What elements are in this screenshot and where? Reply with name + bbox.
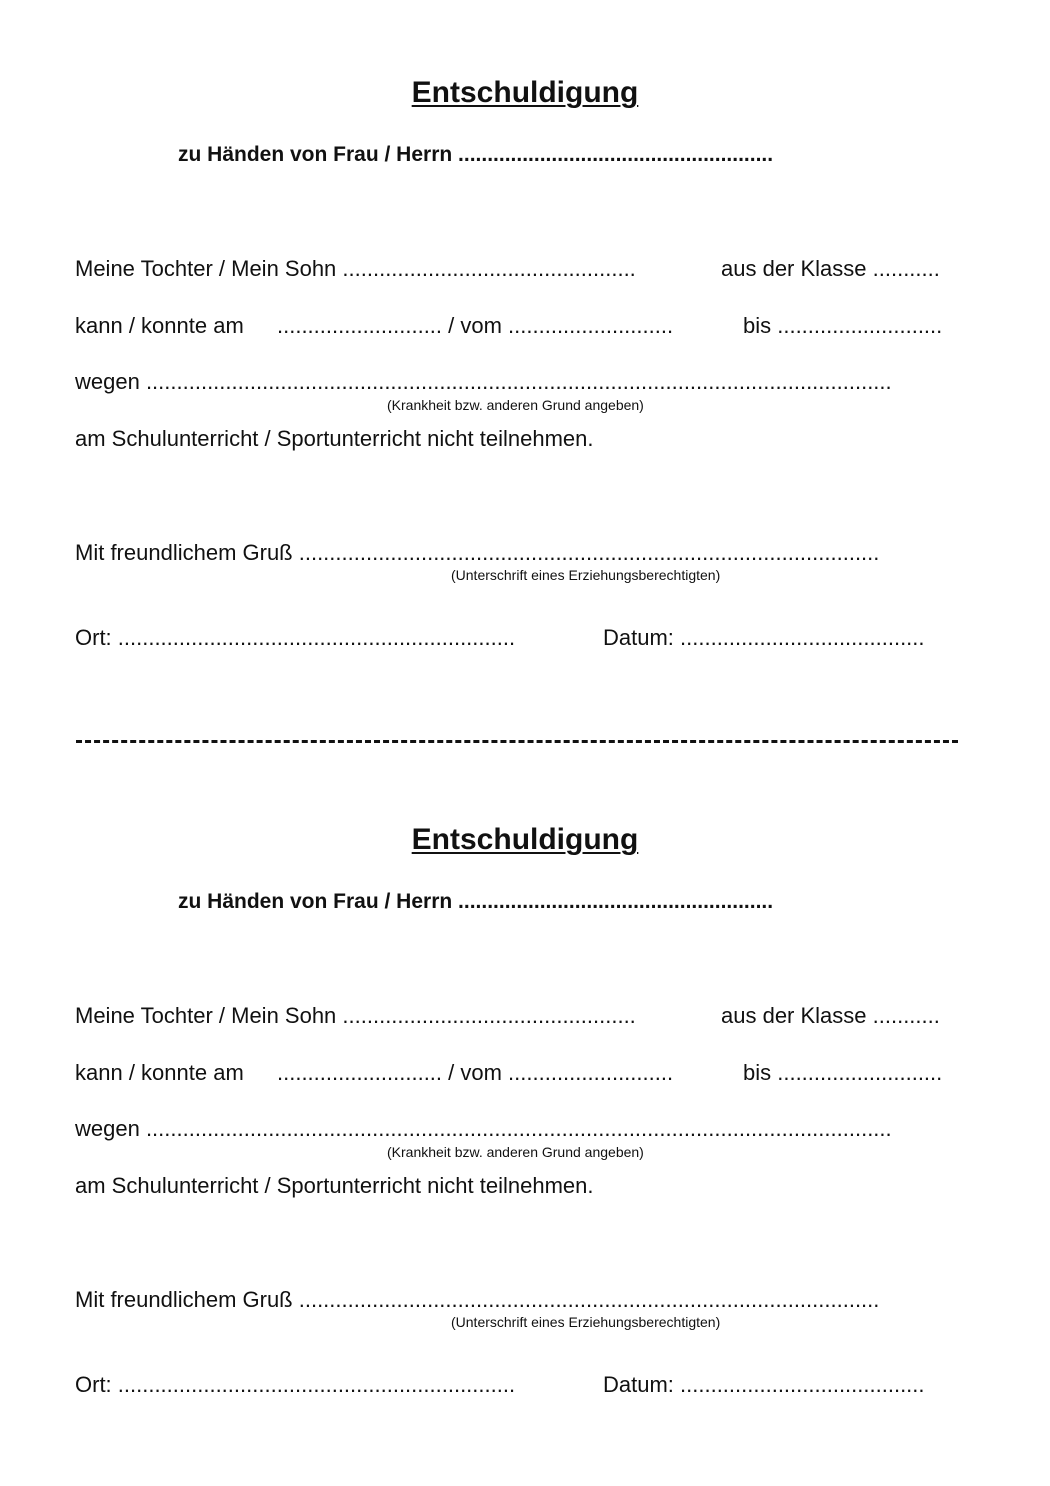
signature-line: Mit freundlichem Gruß ............................................................................................... xyxy=(75,1287,880,1312)
class-line: aus der Klasse ........... xyxy=(721,1003,940,1028)
date-line: Datum: ........................................ xyxy=(603,625,925,650)
excuse-form-bottom xyxy=(0,747,1050,1447)
student-name-line: Meine Tochter / Mein Sohn ................................................ xyxy=(75,1003,636,1028)
absence-date-range: ........................... / vom ........................... xyxy=(277,313,674,338)
recipient-line: zu Händen von Frau / Herrn ...................................................... xyxy=(178,890,774,913)
signature-line: Mit freundlichem Gruß ............................................................................................... xyxy=(75,540,880,565)
participation-statement: am Schulunterricht / Sportunterricht nicht teilnehmen. xyxy=(75,426,594,451)
reason-line: wegen .......................................................................................................................... xyxy=(75,369,892,394)
absence-date-range: ........................... / vom ........................... xyxy=(277,1060,674,1085)
reason-line: wegen .......................................................................................................................... xyxy=(75,1116,892,1141)
reason-hint: (Krankheit bzw. anderen Grund angeben) xyxy=(387,1144,644,1160)
absence-date-label: kann / konnte am xyxy=(75,1060,244,1085)
signature-hint: (Unterschrift eines Erziehungsberechtigten) xyxy=(451,1314,721,1330)
recipient-line: zu Händen von Frau / Herrn ...................................................... xyxy=(178,143,774,166)
date-line: Datum: ........................................ xyxy=(603,1372,925,1397)
cut-line-divider xyxy=(76,740,958,743)
place-line: Ort: ................................................................. xyxy=(75,625,516,650)
excuse-form-top xyxy=(0,0,1050,700)
signature-hint: (Unterschrift eines Erziehungsberechtigten) xyxy=(451,567,721,583)
form-title: Entschuldigung xyxy=(411,823,639,856)
class-line: aus der Klasse ........... xyxy=(721,256,940,281)
participation-statement: am Schulunterricht / Sportunterricht nicht teilnehmen. xyxy=(75,1173,594,1198)
place-line: Ort: ................................................................. xyxy=(75,1372,516,1397)
absence-until-line: bis ........................... xyxy=(743,1060,943,1085)
form-title: Entschuldigung xyxy=(411,76,639,109)
reason-hint: (Krankheit bzw. anderen Grund angeben) xyxy=(387,397,644,413)
absence-date-label: kann / konnte am xyxy=(75,313,244,338)
student-name-line: Meine Tochter / Mein Sohn ................................................ xyxy=(75,256,636,281)
absence-until-line: bis ........................... xyxy=(743,313,943,338)
